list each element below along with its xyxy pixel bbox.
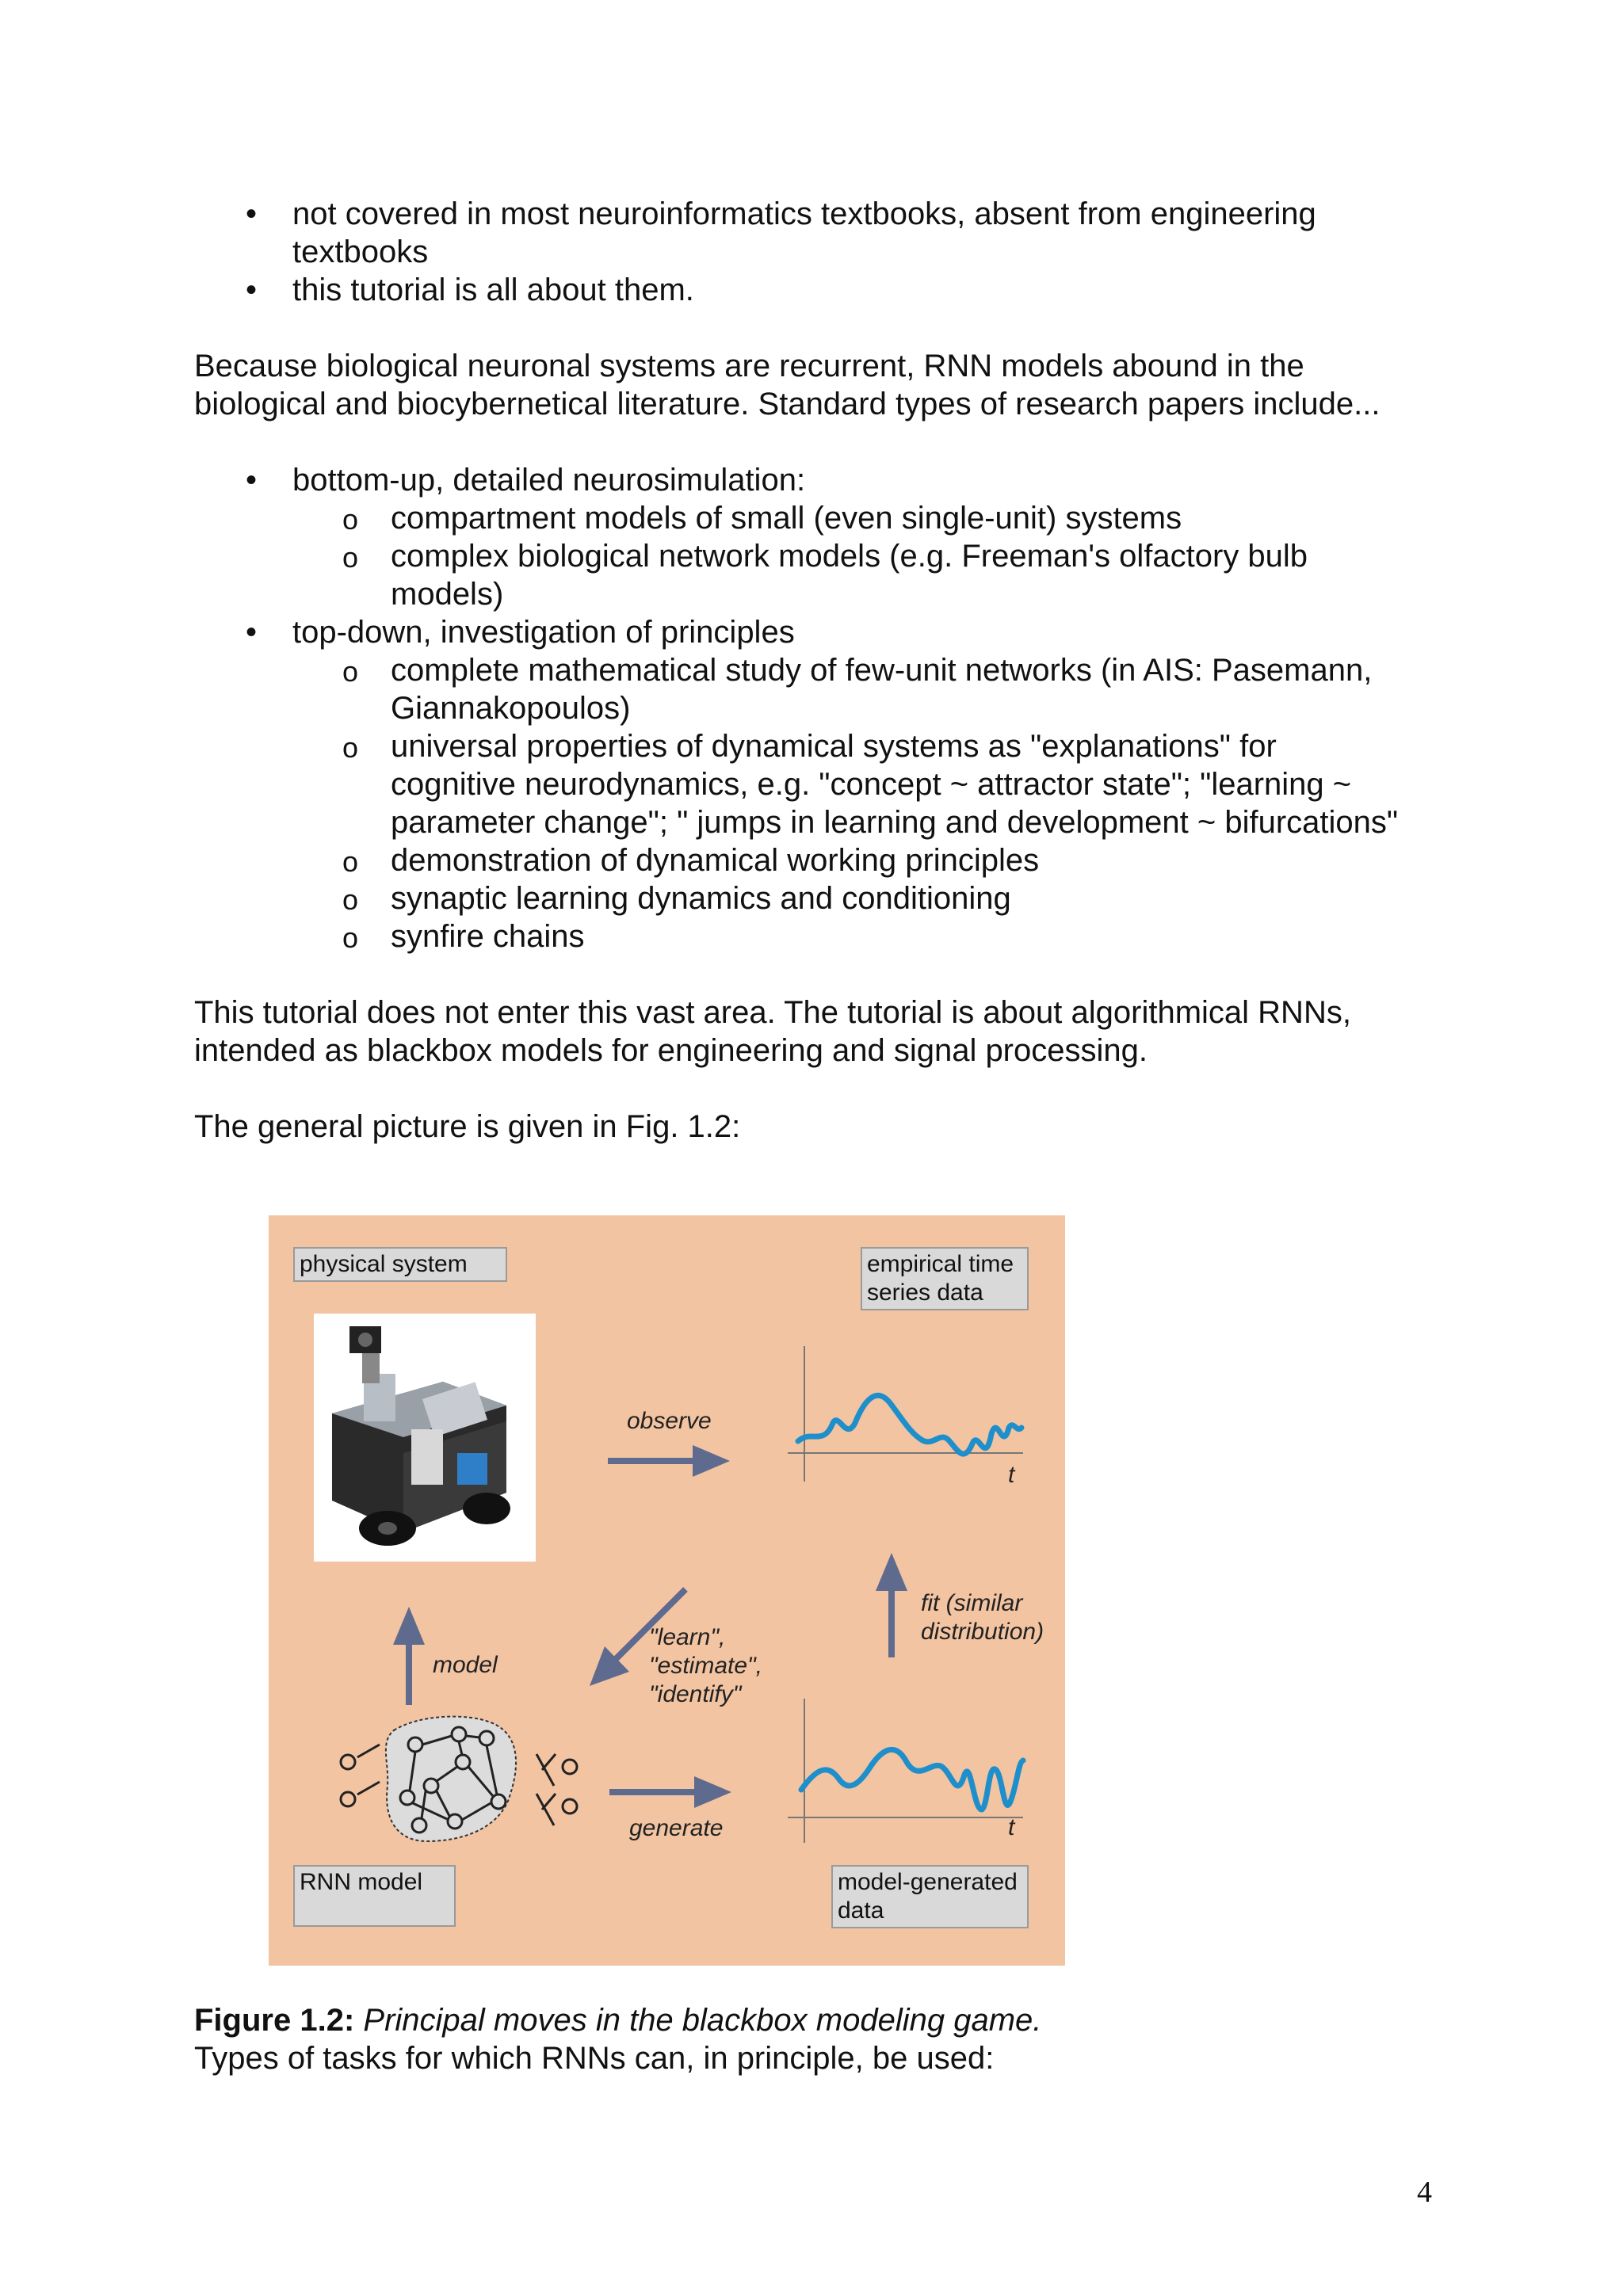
verb-identify: "identify" xyxy=(649,1681,742,1707)
bullet-text: top-down, investigation of principles xyxy=(292,615,795,650)
bullet-dot: • xyxy=(246,463,258,498)
label-rnn-model: RNN model xyxy=(293,1865,456,1927)
sub-bullet-marker: o xyxy=(342,883,359,916)
verb-model: model xyxy=(433,1652,498,1678)
caption-title: Principal moves in the blackbox modeling game. xyxy=(363,2003,1042,2038)
paragraph-line: This tutorial does not enter this vast area. The tutorial is about algorithmical RNNs, xyxy=(194,995,1351,1030)
paragraph-line: Because biological neuronal systems are recurrent, RNN models abound in the xyxy=(194,349,1304,383)
verb-fit: fit (similar xyxy=(921,1590,1023,1616)
bullet-dot: • xyxy=(246,273,258,307)
bullet-text: textbooks xyxy=(292,235,429,269)
label-physical-system: physical system xyxy=(293,1247,507,1282)
sub-bullet-marker: o xyxy=(342,921,359,954)
bullet-text: bottom-up, detailed neurosimulation: xyxy=(292,463,806,498)
robot-photo xyxy=(314,1314,536,1562)
label-model-generated-data: model-generated data xyxy=(831,1865,1029,1928)
page-number: 4 xyxy=(1417,2176,1432,2209)
verb-generate: generate xyxy=(629,1815,724,1841)
sub-bullet-marker: o xyxy=(342,503,359,536)
figure-caption xyxy=(194,2001,1041,2039)
sub-bullet-text: synfire chains xyxy=(391,919,585,954)
sub-bullet-text: synaptic learning dynamics and conditioning xyxy=(391,881,1011,916)
sub-bullet-text: compartment models of small (even single-unit) systems xyxy=(391,501,1182,536)
bullet-text: not covered in most neuroinformatics textbooks, absent from engineering xyxy=(292,196,1316,231)
verb-learn: "learn", xyxy=(649,1624,726,1650)
sub-bullet-text: Giannakopoulos) xyxy=(391,691,631,726)
sub-bullet-text: complex biological network models (e.g. Freeman's olfactory bulb xyxy=(391,539,1308,574)
paragraph-line: The general picture is given in Fig. 1.2: xyxy=(194,1109,741,1144)
paragraph-line: Types of tasks for which RNNs can, in principle, be used: xyxy=(194,2041,995,2076)
sub-bullet-marker: o xyxy=(342,541,359,574)
sub-bullet-text: demonstration of dynamical working principles xyxy=(391,843,1040,878)
bullet-dot: • xyxy=(246,196,258,231)
paragraph-line: intended as blackbox models for engineering and signal processing. xyxy=(194,1033,1148,1068)
bullet-dot: • xyxy=(246,615,258,650)
verb-fit-distribution: distribution) xyxy=(921,1619,1044,1645)
sub-bullet-marker: o xyxy=(342,655,359,688)
verb-estimate: "estimate", xyxy=(649,1653,763,1679)
sub-bullet-text: parameter change"; " jumps in learning and development ~ bifurcations" xyxy=(391,805,1399,840)
verb-observe: observe xyxy=(627,1408,712,1434)
sub-bullet-text: universal properties of dynamical systems as "explanations" for xyxy=(391,729,1277,764)
label-empirical-data: empirical time series data xyxy=(861,1247,1029,1310)
sub-bullet-text: cognitive neurodynamics, e.g. "concept ~ attractor state"; "learning ~ xyxy=(391,767,1352,802)
sub-bullet-text: models) xyxy=(391,577,504,612)
axis-t-top: t xyxy=(1008,1462,1015,1488)
sub-bullet-marker: o xyxy=(342,845,359,878)
sub-bullet-marker: o xyxy=(342,731,359,764)
caption-label: Figure 1.2: xyxy=(194,2003,355,2038)
bullet-text: this tutorial is all about them. xyxy=(292,273,694,307)
figure-blackbox-modeling xyxy=(269,1215,1065,1966)
axis-t-bottom: t xyxy=(1008,1814,1015,1840)
sub-bullet-text: complete mathematical study of few-unit networks (in AIS: Pasemann, xyxy=(391,653,1373,688)
paragraph-line: biological and biocybernetical literature. Standard types of research papers include... xyxy=(194,387,1381,421)
